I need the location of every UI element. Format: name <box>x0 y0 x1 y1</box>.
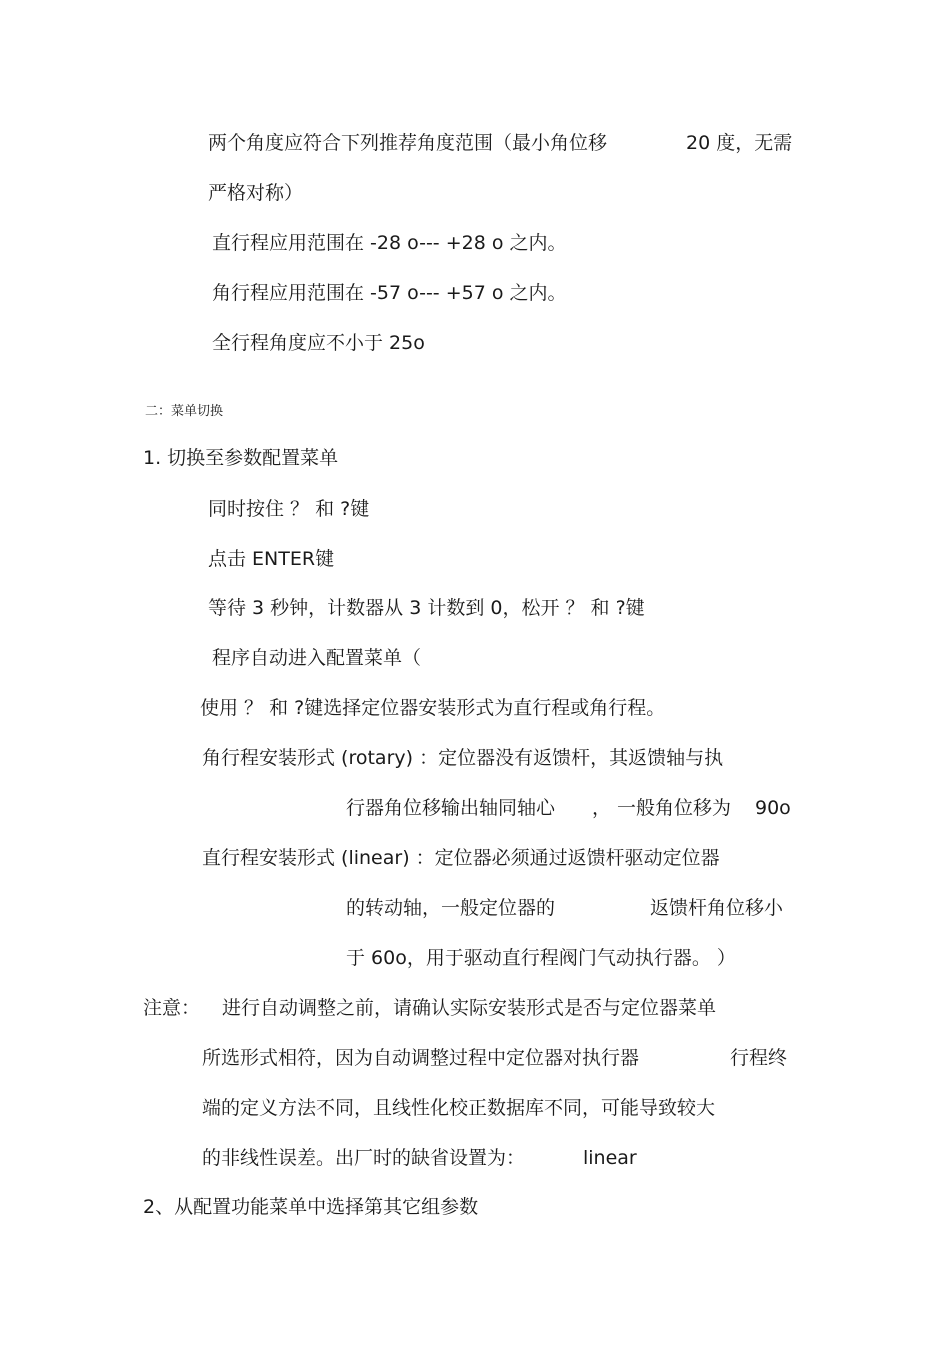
text-segment: 行程终 <box>730 1047 788 1069</box>
text-segment: 同时按住 ？ 和 ?键 <box>208 498 370 520</box>
text-segment: 等待 3 秒钟，计数器从 3 计数到 0，松开 ？ 和 ?键 <box>208 597 645 619</box>
text-segment: 两个角度应符合下列推荐角度范围（最小角位移 <box>208 132 608 154</box>
text-segment: 1. 切换至参数配置菜单 <box>143 447 339 469</box>
text-segment: 全行程角度应不小于 25o <box>212 332 425 354</box>
text-segment: 所选形式相符，因为自动调整过程中定位器对执行器 <box>202 1047 640 1069</box>
text-segment: linear <box>583 1147 637 1169</box>
text-segment: 程序自动进入配置菜单（ <box>212 647 422 669</box>
text-segment: 端的定义方法不同，且线性化校正数据库不同，可能导致较大 <box>202 1097 716 1119</box>
text-segment: 2、从配置功能菜单中选择第其它组参数 <box>143 1196 479 1218</box>
text-segment: 严格对称） <box>208 182 304 204</box>
text-segment: 角行程安装形式 (rotary) ：定位器没有返馈杆，其返馈轴与执 <box>202 747 724 769</box>
text-segment: 行器角位移输出轴同轴心 <box>346 797 556 819</box>
text-segment: 的转动轴，一般定位器的 <box>346 897 556 919</box>
text-segment: 于 60o，用于驱动直行程阀门气动执行器。 ） <box>346 947 736 969</box>
note-label: 注意： <box>143 997 201 1019</box>
text-segment: 返馈杆角位移小 <box>650 897 784 919</box>
text-segment: 直行程应用范围在 -28 o--- +28 o 之内。 <box>212 232 567 254</box>
text-segment: 的非线性误差。出厂时的缺省设置为： <box>202 1147 526 1169</box>
text-segment: 20 度，无需 <box>686 132 793 154</box>
text-segment: 点击 ENTER键 <box>208 548 335 570</box>
text-segment: 使用 ？ 和 ?键选择定位器安装形式为直行程或角行程。 <box>200 697 666 719</box>
text-segment: 进行自动调整之前，请确认实际安装形式是否与定位器菜单 <box>222 997 717 1019</box>
text-segment: ， 一般角位移为 <box>592 797 732 819</box>
text-segment: 二：菜单切换 <box>145 404 224 419</box>
text-segment: 直行程安装形式 (linear) ：定位器必须通过返馈杆驱动定位器 <box>202 847 720 869</box>
text-segment: 角行程应用范围在 -57 o--- +57 o 之内。 <box>212 282 567 304</box>
text-segment: 90o <box>755 797 791 819</box>
